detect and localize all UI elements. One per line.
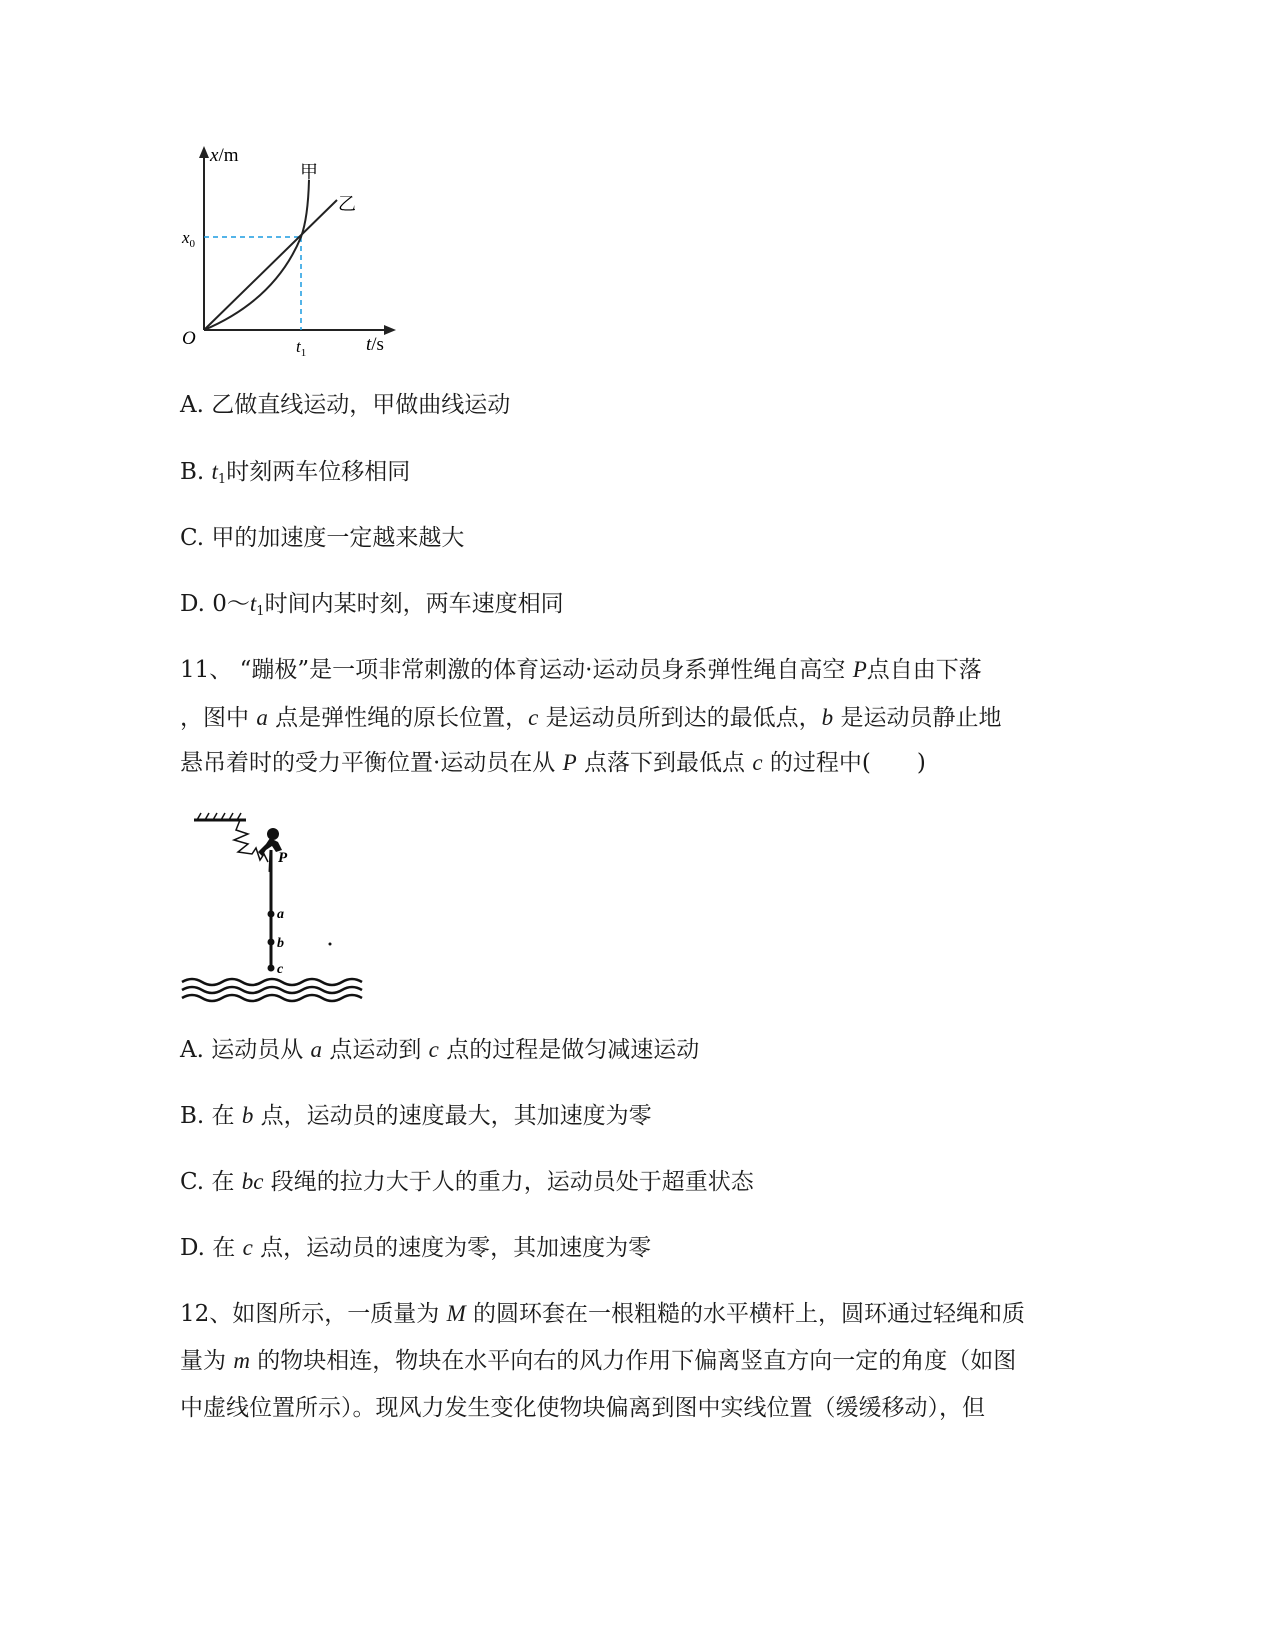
q10-option-a: A. 乙做直线运动，甲做曲线运动 — [180, 392, 511, 418]
label-b: b — [277, 936, 284, 951]
origin-label: O — [182, 328, 196, 349]
q11-option-d: D. 在 c 点，运动员的速度为零，其加速度为零 — [180, 1235, 652, 1261]
q11-option-c: C. 在 bc 段绳的拉力大于人的重力，运动员处于超重状态 — [180, 1169, 754, 1195]
slack-cord — [234, 820, 268, 862]
q12-stem-line2: 量为 m 的物块相连，物块在水平向右的风力作用下偏离竖直方向一定的角度（如图 — [180, 1348, 1017, 1374]
q11-option-b: B. 在 b 点，运动员的速度最大，其加速度为零 — [180, 1103, 652, 1129]
curve-jia-label: 甲 — [300, 162, 318, 182]
curve-jia — [204, 180, 309, 330]
q11-stem-line3: 悬吊着时的受力平衡位置·运动员在从 P 点落下到最低点 c 的过程中( ) — [180, 750, 926, 776]
q11-option-a: A. 运动员从 a 点运动到 c 点的过程是做匀减速运动 — [180, 1037, 700, 1063]
q12-stem-line3: 中虚线位置所示）。现风力发生变化使物块偏离到图中实线位置（缓缓移动），但 — [180, 1395, 985, 1421]
xt-graph-figure — [170, 140, 410, 360]
y-axis-label: x/m — [210, 145, 239, 166]
label-c: c — [277, 962, 284, 977]
q10-option-c: C. 甲的加速度一定越来越大 — [180, 525, 465, 551]
x-axis-label: t/s — [366, 334, 384, 355]
bungee-figure — [178, 810, 378, 1005]
q10-option-b: B. $t_1$时刻两车位移相同 — [180, 459, 411, 487]
point-c — [268, 965, 275, 972]
q10-option-d: D. $0\sim t_1$时间内某时刻，两车速度相同 — [180, 591, 564, 619]
splash-dot — [329, 943, 332, 946]
y-axis-arrow — [199, 146, 209, 158]
x-axis-arrow — [384, 325, 396, 335]
curve-yi — [204, 200, 337, 330]
point-a — [268, 911, 275, 918]
label-a: a — [277, 907, 284, 922]
x0-label: $x_0$ — [182, 228, 196, 250]
q11-stem-line1: 11、 “蹦极”是一项非常刺激的体育运动·运动员身系弹性绳自高空 P点自由下落 — [180, 657, 982, 683]
point-b — [268, 939, 275, 946]
water-waves — [182, 979, 362, 1001]
q12-stem-line1: 12、如图所示，一质量为 M 的圆环套在一根粗糙的水平横杆上，圆环通过轻绳和质 — [180, 1301, 1026, 1327]
t1-label: $t_1$ — [296, 337, 307, 359]
q11-stem-line2: ，图中 a 点是弹性绳的原长位置，c 是运动员所到达的最低点，b 是运动员静止地 — [180, 705, 1002, 731]
curve-yi-label: 乙 — [338, 194, 356, 214]
label-P: P — [278, 850, 288, 866]
